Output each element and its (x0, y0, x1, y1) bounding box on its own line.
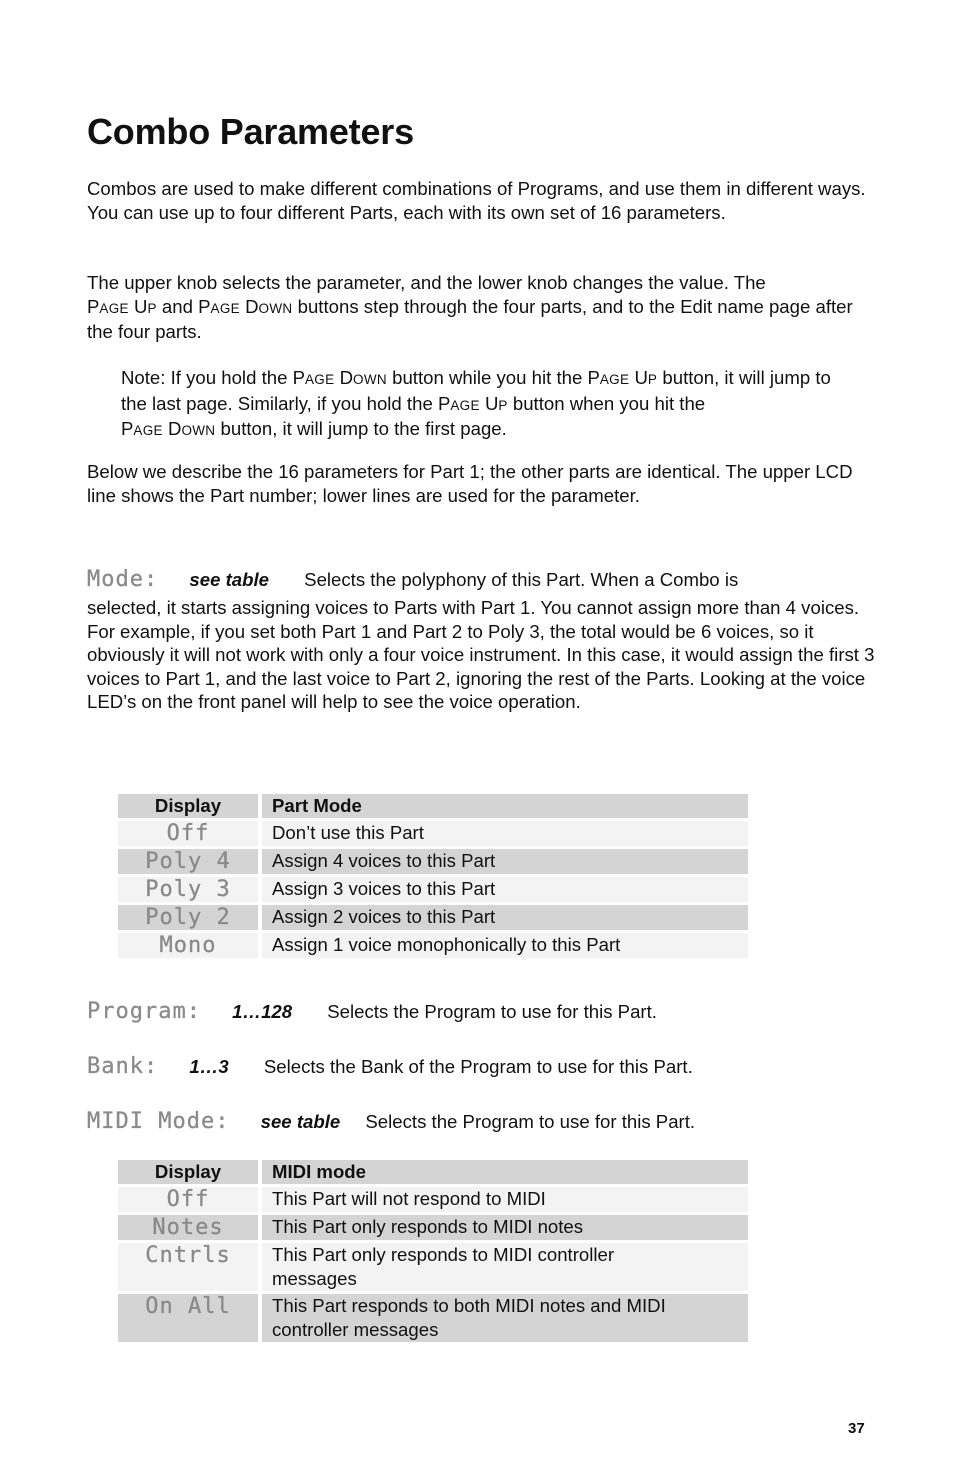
mode-description: selected, it starts assigning voices to Parts with Part 1. You cannot assign more than 4 voices. For example, if you set both Part 1 and Part 2 to Poly 3, the total would be 6 voices, so it obviously it will not work with only a four voice instrument. In this case, it would assign the first 3 voices to Part 1, and the last voice to Part 2, ignoring the rest of the Parts. Looking at the voice LED’s on the front panel will help to see the voice operation. (87, 597, 875, 712)
row-description: This Part only responds to MIDI controller messages (262, 1243, 748, 1291)
intro2-text-a: The upper knob selects the parameter, and the lower knob changes the value. The (87, 272, 766, 293)
table-row (118, 849, 748, 874)
midi-mode-table (118, 1157, 748, 1345)
table-row (118, 905, 748, 930)
display-value: Mono (159, 933, 217, 958)
row-description: Don’t use this Part (262, 821, 748, 846)
display-value: On All (145, 1294, 231, 1319)
display-value: Poly 3 (145, 877, 231, 902)
midi-mode-parameter (87, 1110, 695, 1134)
bank-range: 1…3 (189, 1056, 229, 1077)
table-header-row (118, 1160, 748, 1184)
column-header-display: Display (118, 1160, 258, 1184)
note-paragraph: Note: If you hold the PAGE DOWN button while you hit the PAGE UP button, it will jump to the last page. Similarly, if you hold the PAGE UP button when you hit the PAGE DOWN button, it will jump to the first page. (121, 367, 831, 439)
intro-paragraph-1: Combos are used to make different combinations of Programs, and use them in different ways. You can use up to four different Parts, each with its own set of 16 parameters. (87, 178, 866, 223)
table-row (118, 821, 748, 846)
bank-parameter (87, 1055, 693, 1079)
page-down-label: PAGE DOWN (198, 295, 293, 317)
page-up-label: PAGE UP (587, 367, 658, 388)
program-range: 1…128 (232, 1001, 293, 1022)
row-description: Assign 3 voices to this Part (262, 877, 748, 902)
midi-mode-lcd-label: MIDI Mode: (87, 1109, 230, 1134)
bank-lcd-label: Bank: (87, 1054, 159, 1079)
program-parameter (87, 1000, 657, 1024)
display-value: Poly 4 (145, 849, 231, 874)
program-description: Selects the Program to use for this Part. (327, 1001, 657, 1022)
mode-lcd-label: Mode: (87, 567, 159, 592)
intro-paragraph-3: Below we describe the 16 parameters for Part 1; the other parts are identical. The upper LCD line shows the Part number; lower lines are used for the parameter. (87, 461, 853, 506)
table-row (118, 1243, 748, 1291)
mode-description-first: Selects the polyphony of this Part. When a Combo is (304, 569, 739, 590)
row-description: Assign 2 voices to this Part (262, 905, 748, 930)
midi-mode-range: see table (260, 1111, 341, 1132)
table-row (118, 1294, 748, 1342)
row-description: This Part responds to both MIDI notes and MIDI controller messages (262, 1294, 748, 1342)
row-description: This Part will not respond to MIDI (262, 1187, 748, 1212)
display-value: Off (166, 821, 210, 846)
part-mode-table (118, 791, 748, 961)
page-up-label: PAGE UP (87, 295, 157, 317)
table-header-row (118, 794, 748, 818)
row-description: Assign 4 voices to this Part (262, 849, 748, 874)
intro2-text-b: buttons step through the four parts, and to the Edit name page after the four parts. (87, 295, 853, 342)
bank-description: Selects the Bank of the Program to use for this Part. (263, 1056, 693, 1077)
table-row (118, 1187, 748, 1212)
display-value: Cntrls (145, 1243, 231, 1268)
table-row (118, 1215, 748, 1240)
program-lcd-label: Program: (87, 999, 201, 1024)
mode-range: see table (189, 569, 269, 590)
page-down-label: PAGE DOWN (292, 367, 387, 388)
display-value: Poly 2 (145, 905, 231, 930)
page-title: Combo Parameters (87, 111, 414, 152)
midi-mode-description: Selects the Program to use for this Part. (365, 1111, 696, 1132)
row-description: Assign 1 voice monophonically to this Part (262, 933, 748, 958)
page-down-label: PAGE DOWN (121, 418, 216, 439)
mode-parameter-header (87, 568, 738, 592)
column-header-part-mode: Part Mode (262, 794, 748, 818)
column-header-display: Display (118, 794, 258, 818)
page-number: 37 (848, 1420, 865, 1437)
intro-paragraph-2: The upper knob selects the parameter, and the lower knob changes the value. The PAGE UP and PAGE DOWN buttons step through the four parts, and to the Edit name page after the four parts. (87, 272, 853, 342)
column-header-midi-mode: MIDI mode (262, 1160, 748, 1184)
page-up-label: PAGE UP (437, 392, 508, 414)
table-row (118, 877, 748, 902)
table-row (118, 933, 748, 958)
display-value: Notes (152, 1215, 224, 1240)
row-description: This Part only responds to MIDI notes (262, 1215, 748, 1240)
display-value: Off (166, 1187, 210, 1212)
